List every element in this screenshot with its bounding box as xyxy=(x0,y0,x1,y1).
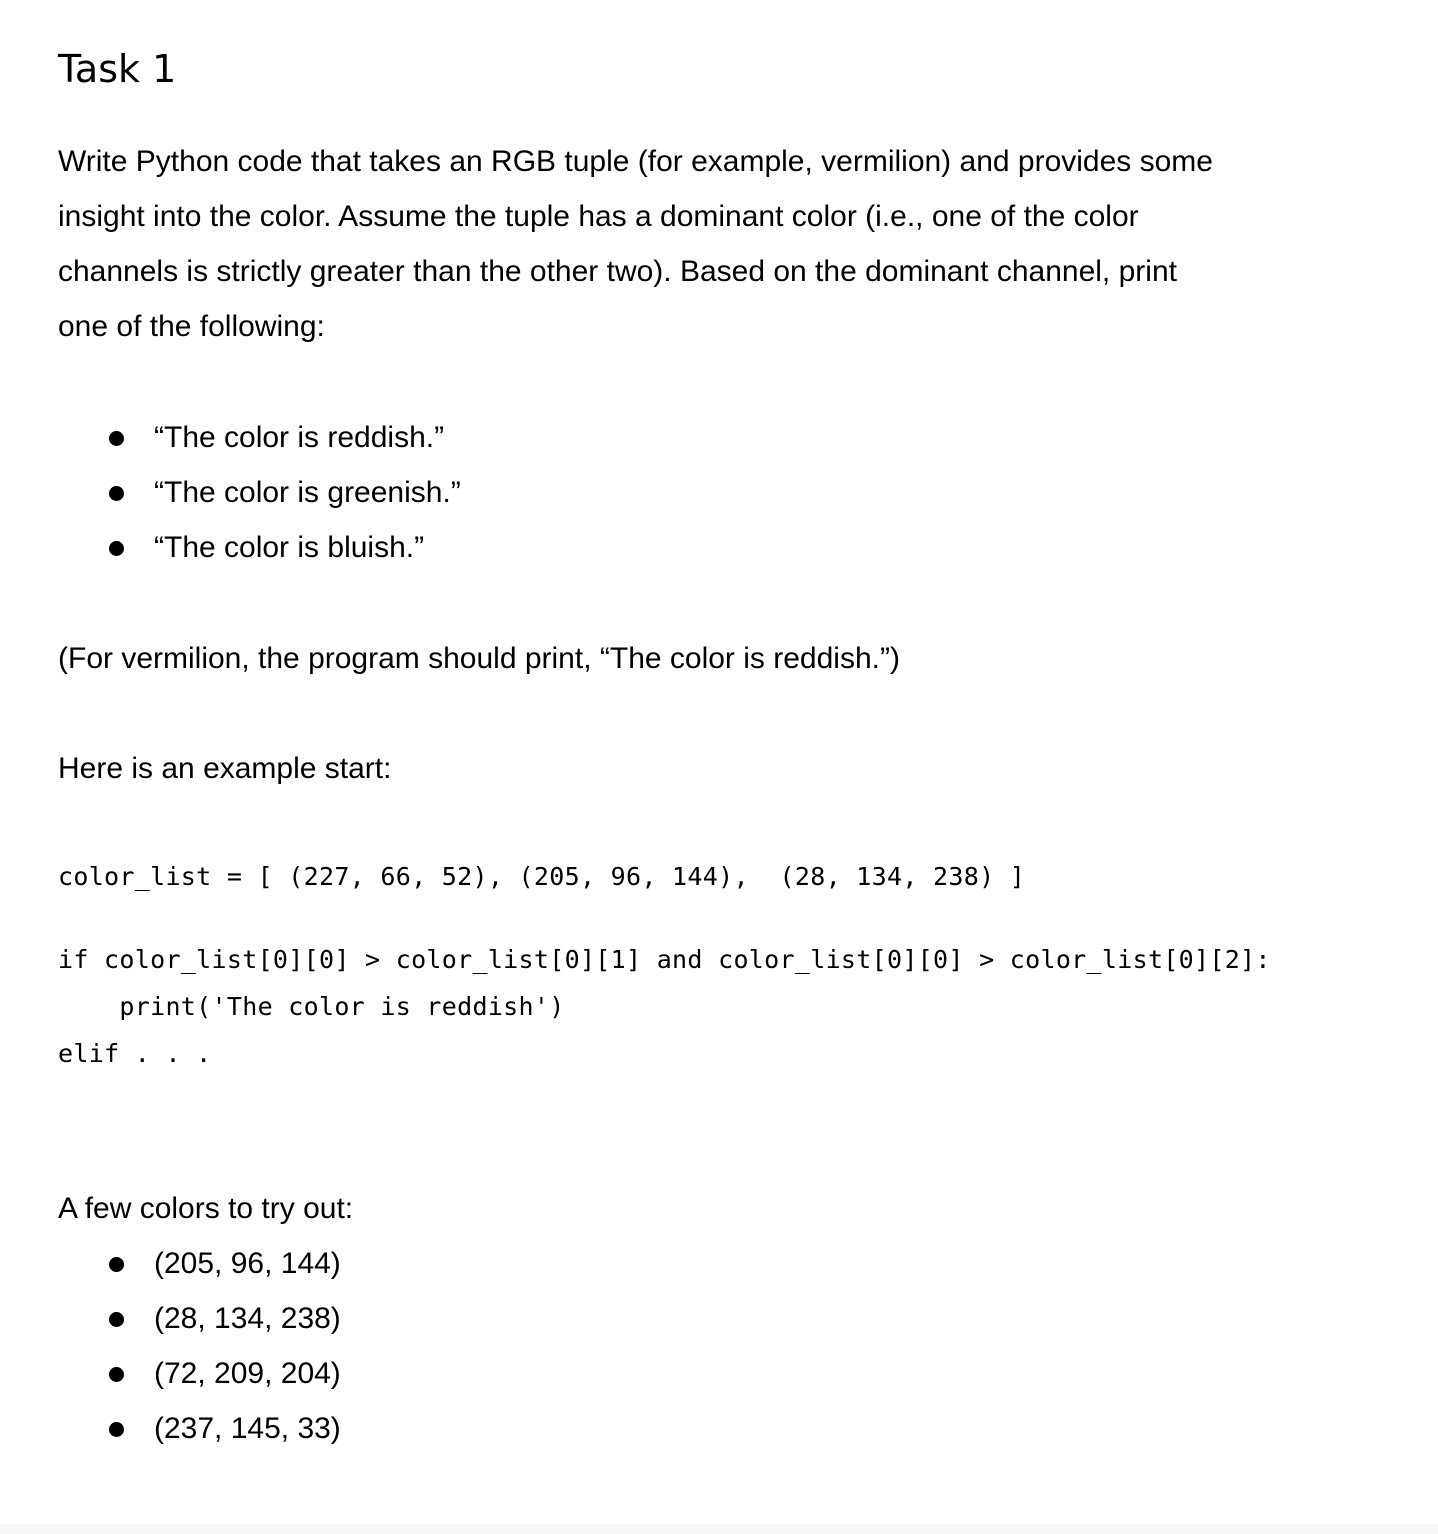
task-description xyxy=(58,134,1338,354)
output-option-bluish: “The color is bluish.” xyxy=(154,531,425,564)
code-line-if: if color_list[0][0] > color_list[0][1] and color_list[0][0] > color_list[0][2]: xyxy=(58,945,1271,974)
code-line-elif: elif . . . xyxy=(58,1039,212,1068)
try-colors-intro: A few colors to try out: xyxy=(58,1192,354,1225)
bullet-icon xyxy=(109,431,124,446)
bullet-icon xyxy=(109,541,124,556)
bullet-icon xyxy=(109,1422,124,1437)
task-title: Task 1 xyxy=(58,47,177,91)
example-intro: Here is an example start: xyxy=(58,752,392,785)
bullet-icon xyxy=(109,1312,124,1327)
try-color-value: (72, 209, 204) xyxy=(154,1357,341,1390)
code-line-print: print('The color is reddish') xyxy=(58,992,565,1021)
description-line: one of the following: xyxy=(58,310,325,343)
output-option-reddish: “The color is reddish.” xyxy=(154,421,445,454)
try-color-value: (205, 96, 144) xyxy=(154,1247,341,1280)
description-line: insight into the color. Assume the tuple has a dominant color (i.e., one of the color xyxy=(58,200,1139,233)
try-color-value: (237, 145, 33) xyxy=(154,1412,341,1445)
code-line-color-list: color_list = [ (227, 66, 52), (205, 96, 144), (28, 134, 238) ] xyxy=(58,862,1026,891)
description-line: Write Python code that takes an RGB tuple (for example, vermilion) and provides some xyxy=(58,145,1213,178)
bullet-icon xyxy=(109,1257,124,1272)
bullet-icon xyxy=(109,1367,124,1382)
description-line: channels is strictly greater than the other two). Based on the dominant channel, print xyxy=(58,255,1177,288)
bullet-icon xyxy=(109,486,124,501)
page-bottom-edge xyxy=(0,1524,1438,1534)
try-color-value: (28, 134, 238) xyxy=(154,1302,341,1335)
output-option-greenish: “The color is greenish.” xyxy=(154,476,461,509)
vermilion-note: (For vermilion, the program should print, “The color is reddish.”) xyxy=(58,642,900,675)
